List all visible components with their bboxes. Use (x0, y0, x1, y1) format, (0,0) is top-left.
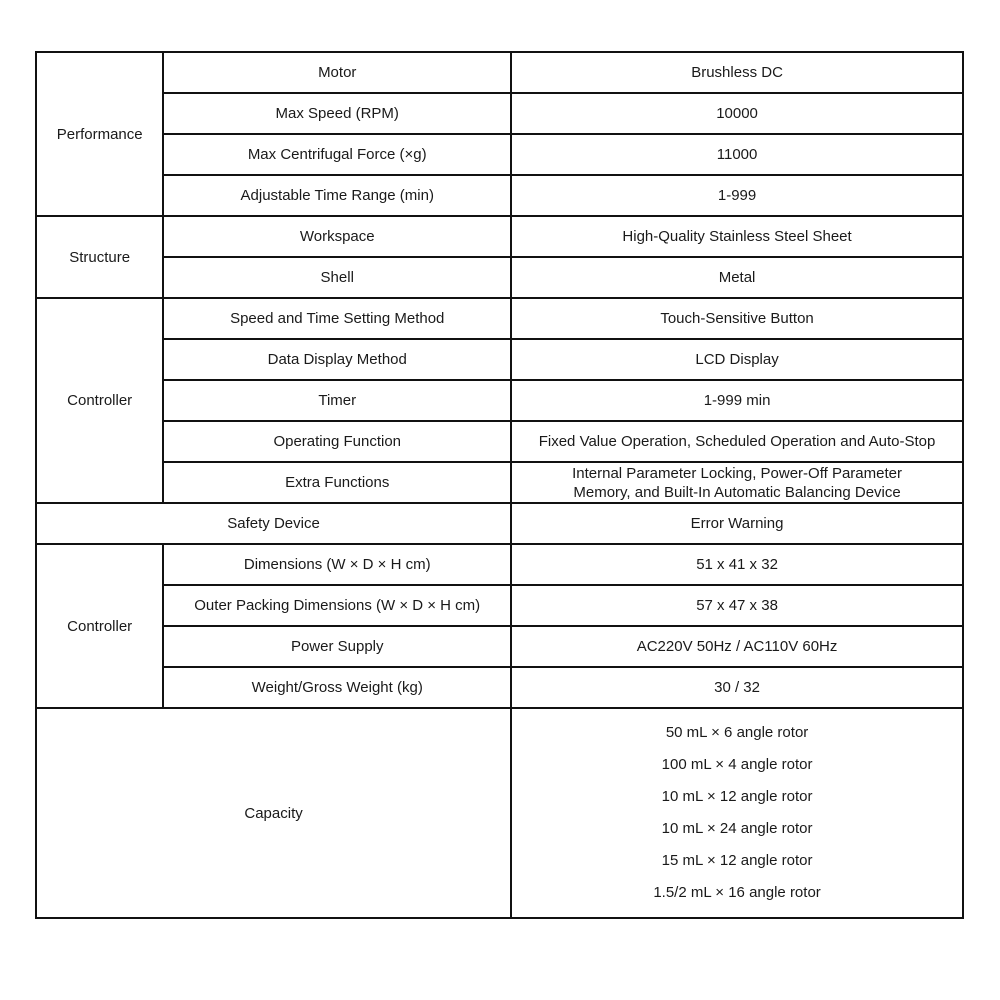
table-row (36, 52, 963, 93)
table-row (36, 175, 963, 216)
spec-label: Max Centrifugal Force (×g) (163, 134, 511, 175)
table-row (36, 667, 963, 708)
table-row (36, 503, 963, 544)
table-row (36, 708, 963, 918)
table-row (36, 544, 963, 585)
capacity-values (511, 708, 963, 918)
table-row (36, 216, 963, 257)
spec-value: High-Quality Stainless Steel Sheet (511, 216, 963, 257)
safety-device-value: Error Warning (511, 503, 963, 544)
spec-label: Timer (163, 380, 511, 421)
spec-value: 11000 (511, 134, 963, 175)
table-row (36, 339, 963, 380)
spec-value: 10000 (511, 93, 963, 134)
spec-value: 57 x 47 x 38 (511, 585, 963, 626)
spec-value: Brushless DC (511, 52, 963, 93)
spec-value: Touch-Sensitive Button (511, 298, 963, 339)
spec-value-line: Internal Parameter Locking, Power-Off Parameter (572, 464, 902, 482)
spec-value: 1-999 (511, 175, 963, 216)
spec-label: Operating Function (163, 421, 511, 462)
spec-value: 1-999 min (511, 380, 963, 421)
spec-label: Shell (163, 257, 511, 298)
spec-label: Speed and Time Setting Method (163, 298, 511, 339)
capacity-item: 50 mL × 6 angle rotor (665, 724, 809, 741)
spec-value: 51 x 41 x 32 (511, 544, 963, 585)
table-row (36, 134, 963, 175)
spec-label: Motor (163, 52, 511, 93)
safety-device-label: Safety Device (36, 503, 511, 544)
spec-value: LCD Display (511, 339, 963, 380)
spec-value: Metal (511, 257, 963, 298)
group-label-structure: Structure (36, 216, 163, 298)
group-label-controller: Controller (36, 298, 163, 503)
spec-value: 30 / 32 (511, 667, 963, 708)
spec-label: Outer Packing Dimensions (W × D × H cm) (163, 585, 511, 626)
spec-value: Fixed Value Operation, Scheduled Operation and Auto-Stop (511, 421, 963, 462)
table-row (36, 421, 963, 462)
spec-label: Data Display Method (163, 339, 511, 380)
spec-label: Adjustable Time Range (min) (163, 175, 511, 216)
spec-label: Workspace (163, 216, 511, 257)
capacity-label: Capacity (36, 708, 511, 918)
spec-value: AC220V 50Hz / AC110V 60Hz (511, 626, 963, 667)
capacity-item: 10 mL × 24 angle rotor (661, 820, 813, 837)
capacity-item: 10 mL × 12 angle rotor (661, 788, 813, 805)
group-label-controller-2: Controller (36, 544, 163, 708)
table-row (36, 257, 963, 298)
spec-label: Weight/Gross Weight (kg) (163, 667, 511, 708)
spec-value (511, 462, 963, 503)
spec-table (35, 51, 964, 919)
capacity-item: 100 mL × 4 angle rotor (661, 756, 813, 773)
spec-value-line: Memory, and Built-In Automatic Balancing Device (573, 483, 901, 501)
table-row (36, 626, 963, 667)
capacity-item: 1.5/2 mL × 16 angle rotor (653, 884, 821, 901)
spec-label: Extra Functions (163, 462, 511, 503)
spec-label: Max Speed (RPM) (163, 93, 511, 134)
table-row (36, 380, 963, 421)
spec-label: Dimensions (W × D × H cm) (163, 544, 511, 585)
group-label-performance: Performance (36, 52, 163, 216)
table-row (36, 585, 963, 626)
table-row (36, 462, 963, 503)
spec-label: Power Supply (163, 626, 511, 667)
table-row (36, 298, 963, 339)
table-row (36, 93, 963, 134)
capacity-item: 15 mL × 12 angle rotor (661, 852, 813, 869)
